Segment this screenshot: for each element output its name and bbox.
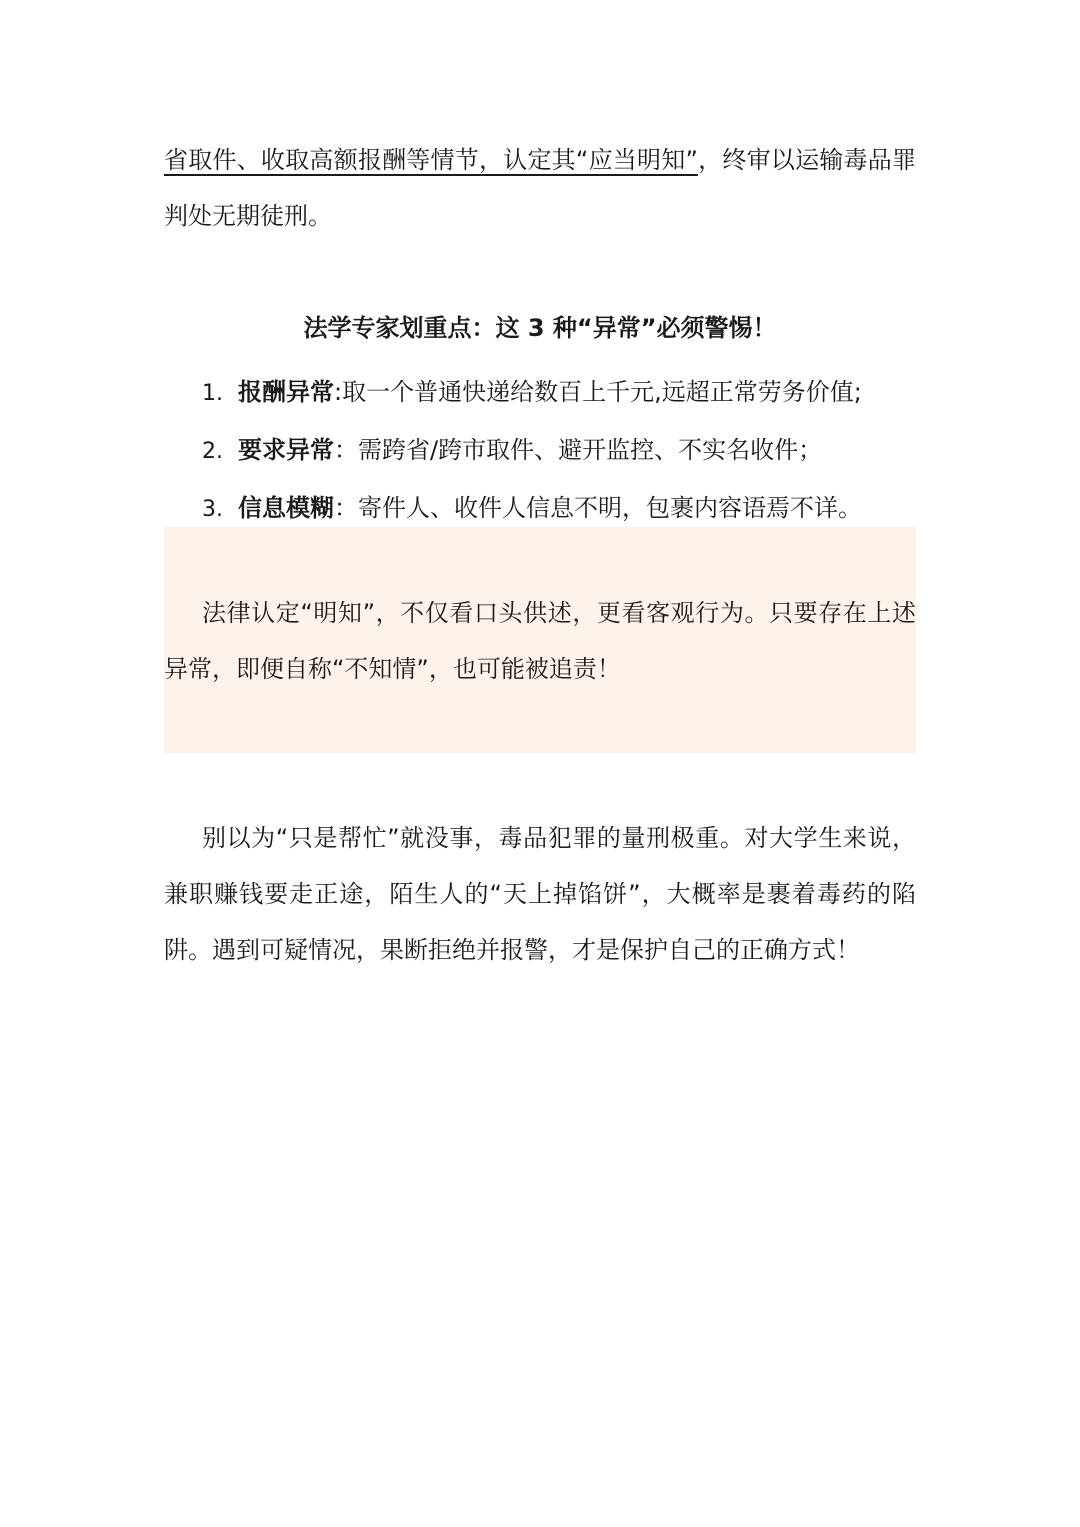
list-item	[164, 364, 916, 422]
warning-list	[164, 364, 916, 538]
intro-underlined-text: 省取件、收取高额报酬等情节，认定其“应当明知”	[164, 146, 698, 174]
list-item-number: 1.	[202, 381, 223, 406]
list-item-text: :取一个普通快递给数百上千元,远超正常劳务价值;	[334, 378, 862, 406]
callout-box	[164, 527, 916, 753]
list-item-key: 信息模糊	[238, 494, 334, 522]
list-item-key: 报酬异常	[238, 378, 334, 406]
section-heading: 法学专家划重点：这 3 种“异常”必须警惕！	[303, 314, 777, 342]
intro-text: ，终审以运输毒品罪判处无期徒刑。	[164, 146, 916, 230]
list-item-text: ：需跨省/跨市取件、避开监控、不实名收件；	[334, 436, 823, 464]
list-item-key: 要求异常	[238, 436, 334, 464]
list-item	[164, 422, 916, 480]
closing-paragraph: 别以为“只是帮忙”就没事，毒品犯罪的量刑极重。对大学生来说，兼职赚钱要走正途，陌生人的“天上掉馅饼”，大概率是裹着毒药的陷阱。遇到可疑情况，果断拒绝并报警，才是保护自己的正确方式！	[164, 824, 916, 964]
callout-text: 法律认定“明知”，不仅看口头供述，更看客观行为。只要存在上述异常，即便自称“不知情”，也可能被追责！	[164, 599, 916, 683]
list-item-number: 3.	[202, 497, 223, 522]
list-item-number: 2.	[202, 439, 223, 464]
intro-paragraph	[164, 132, 916, 244]
list-item-text: ：寄件人、收件人信息不明，包裹内容语焉不详。	[334, 494, 862, 522]
